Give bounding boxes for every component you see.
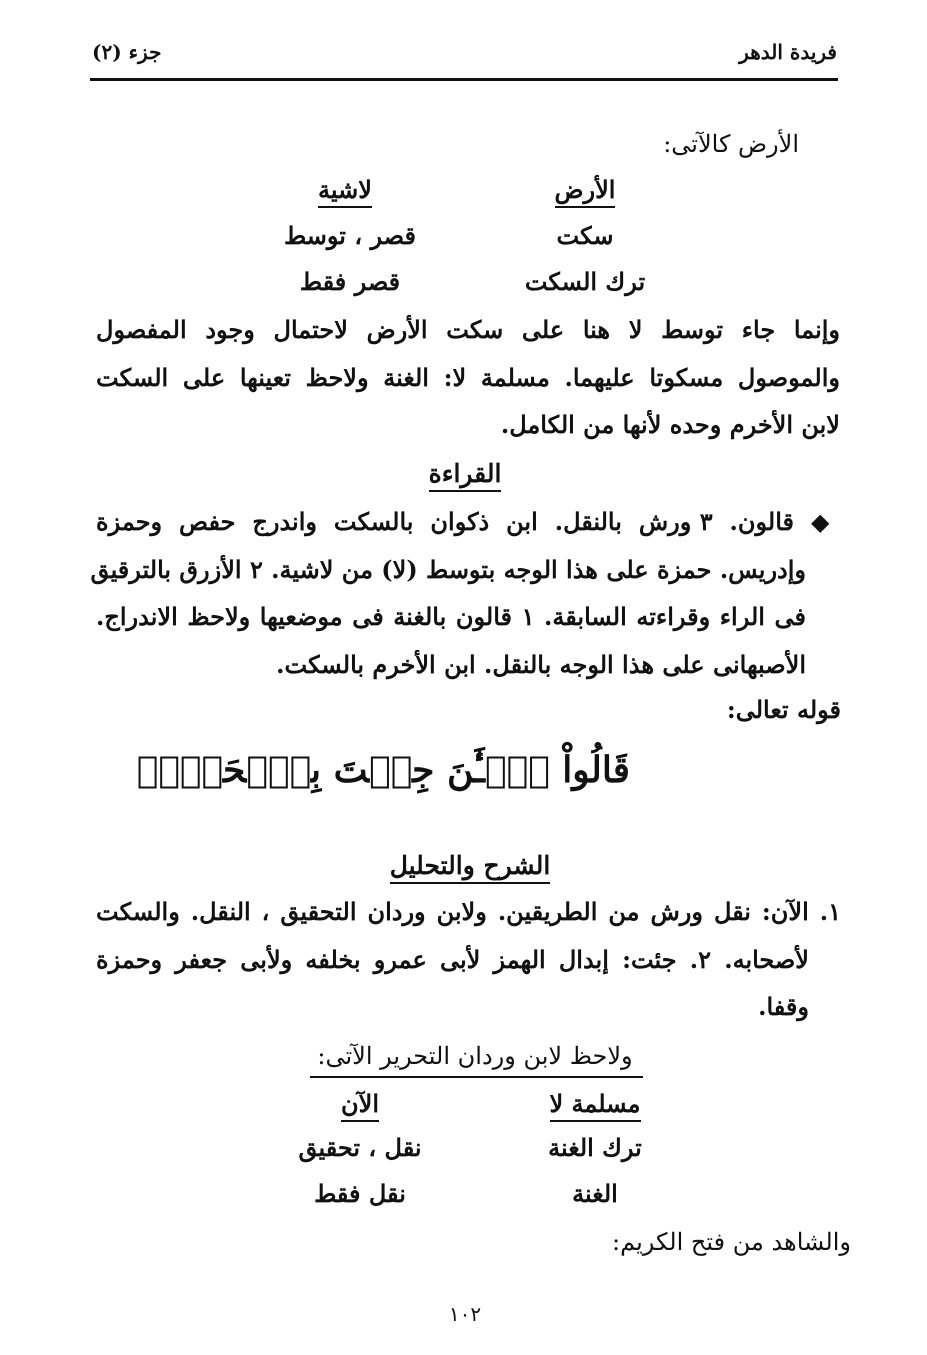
table1-row1-col2: قصر ، توسط	[284, 221, 416, 250]
table2-col2-head: الآن	[310, 1080, 410, 1128]
table1-row2-col1: ترك السكت	[524, 267, 646, 296]
table2-row1-col2: نقل ، تحقيق	[298, 1133, 422, 1162]
table2-row1-col1: ترك الغنة	[548, 1133, 642, 1162]
analysis-line: ١. الآن: نقل ورش من الطريقين. ولابن وردان التحقيق ، النقل. والسكت	[96, 897, 841, 926]
verse-intro: قوله تعالى:	[726, 695, 841, 724]
paragraph-1-line: لابن الأخرم وحده لأنها من الكامل.	[500, 410, 840, 439]
table2-caption-rule	[310, 1076, 643, 1078]
table2-row2-col1: الغنة	[572, 1179, 618, 1208]
ayah-text: قَالُواْ ٱلۡـَٰٔنَ جِئۡتَ بِٱلۡحَقِّۚ	[136, 749, 630, 791]
reading-line: فى الراء وقراءته السابقة. ١ قالون بالغنة فى موضعيها ولاحظ الاندراج.	[96, 602, 806, 631]
table1-col1-head: الأرض	[540, 166, 630, 214]
analysis-title: الشرح والتحليل	[370, 842, 570, 890]
table1-col2-head: لاشية	[300, 166, 390, 214]
header-rule	[90, 78, 838, 81]
closing-line: والشاهد من فتح الكريم:	[612, 1228, 851, 1256]
table2-col1-head: مسلمة لا	[535, 1080, 655, 1128]
reading-title: القراءة	[360, 450, 570, 498]
reading-line: وإدريس. حمزة على هذا الوجه بتوسط (لا) من لاشية. ٢ الأزرق بالترقيق	[90, 554, 806, 584]
reading-paragraph	[90, 498, 838, 688]
table1-row1-col1: سكت	[556, 221, 614, 250]
running-title: فريدة الدهر	[739, 40, 837, 64]
analysis-line: لأصحابه. ٢. جئت: إبدال الهمز لأبى عمرو بخلفه ولأبى جعفر وحمزة	[96, 944, 809, 974]
table2-caption: ولاحظ لابن وردان التحرير الآتى:	[317, 1042, 633, 1070]
section-intro: الأرض كالآتى:	[663, 130, 799, 158]
reading-line: الأصبهانى على هذا الوجه بالنقل. ابن الأخرم بالسكت.	[276, 649, 806, 679]
analysis-line: وقفا.	[758, 992, 809, 1021]
page-number: ١٠٢	[448, 1302, 482, 1326]
analysis-paragraph	[96, 888, 841, 1031]
reading-line: ◆ قالون. ٣ ورش بالنقل. ابن ذكوان بالسكت واندرج حفص وحمزة	[96, 507, 838, 536]
table2-row2-col2: نقل فقط	[314, 1179, 406, 1208]
paragraph-1	[96, 306, 840, 449]
table1-row2-col2: قصر فقط	[299, 267, 401, 296]
paragraph-1-line: والموصول مسكوتا عليهما. مسلمة لا: الغنة ولاحظ تعينها على السكت	[96, 362, 840, 392]
part-number: جزء (٢)	[92, 40, 162, 64]
paragraph-1-line: وإنما جاء توسط لا هنا على سكت الأرض لاحتمال وجود المفصول	[96, 315, 840, 344]
